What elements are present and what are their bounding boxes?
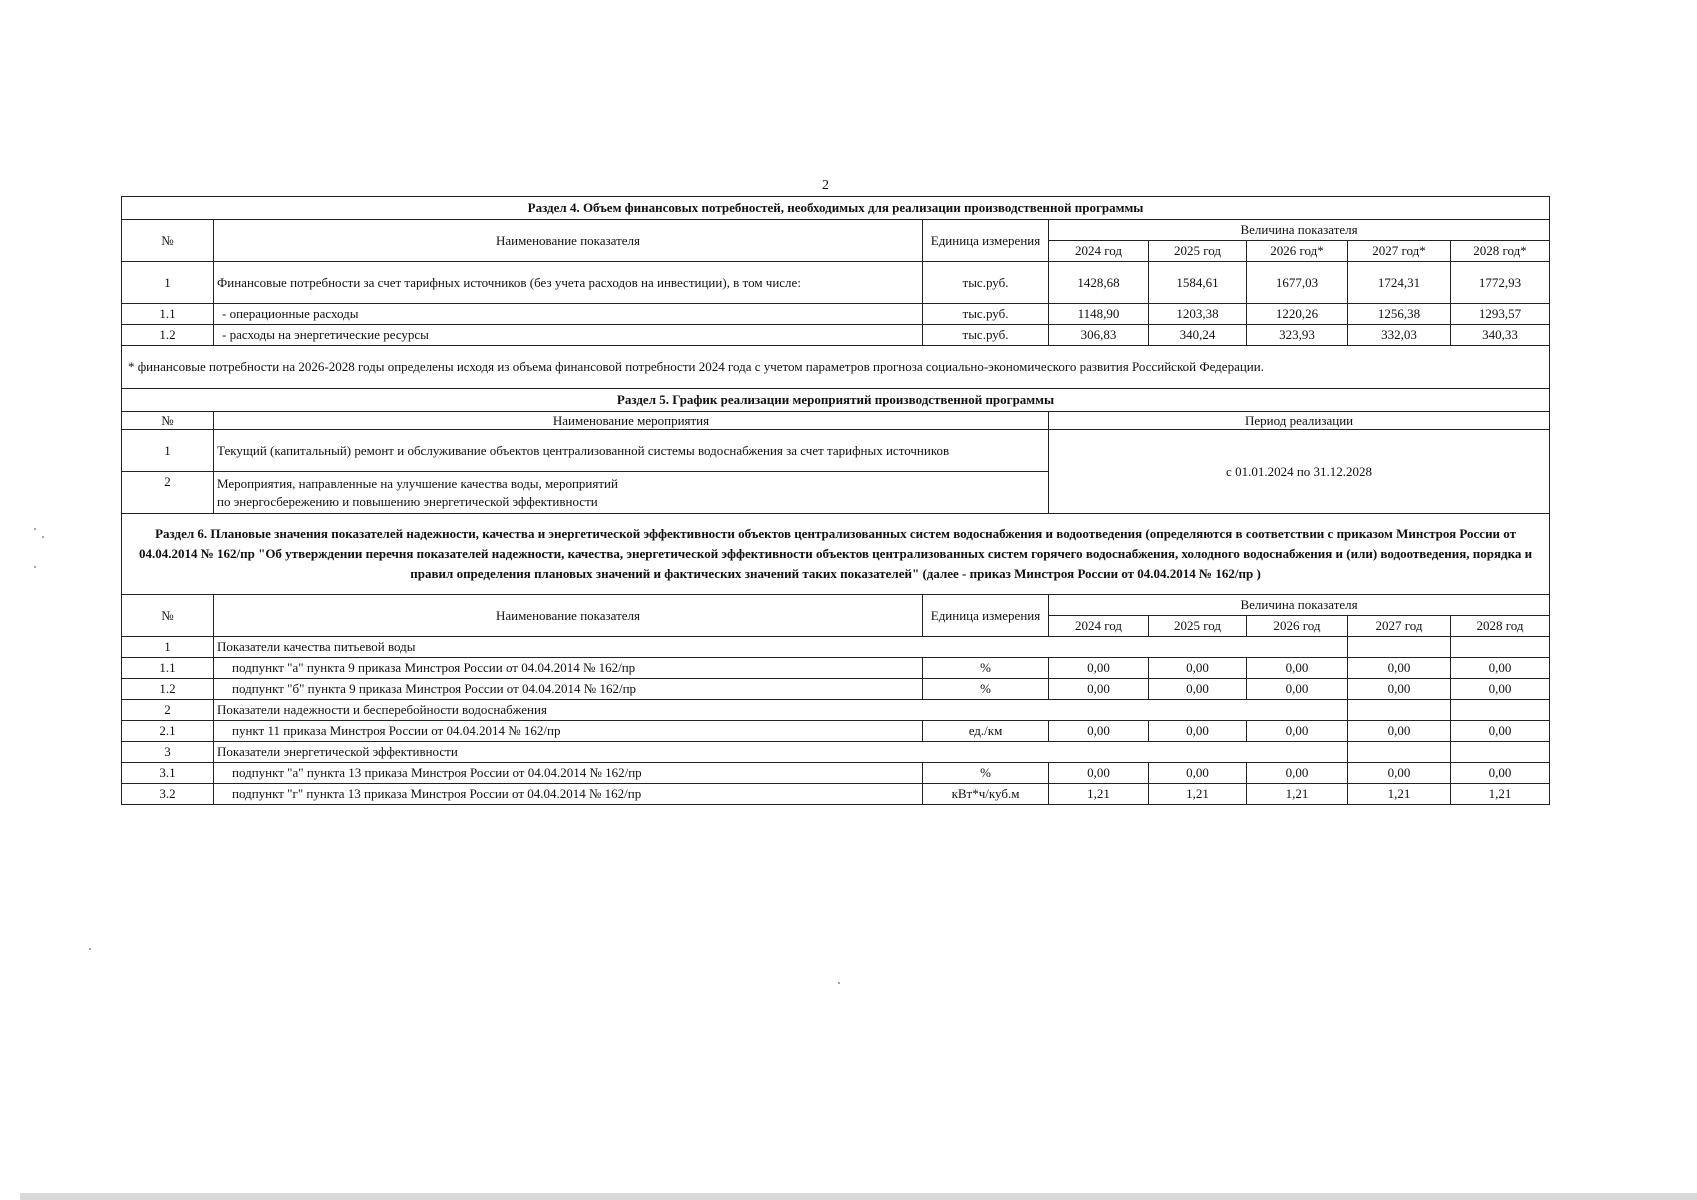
s4-header-year: 2026 год* — [1247, 241, 1348, 262]
row-value: 0,00 — [1049, 658, 1149, 679]
row-value: 0,00 — [1451, 679, 1550, 700]
scan-speck — [34, 566, 36, 568]
group-num: 2 — [122, 700, 214, 721]
group-name: Показатели надежности и бесперебойности водоснабжения — [214, 700, 1348, 721]
row-value: 340,33 — [1451, 325, 1550, 346]
row-unit: % — [923, 658, 1049, 679]
row-value: 1428,68 — [1049, 262, 1149, 304]
row-value: 0,00 — [1149, 679, 1247, 700]
s6-header-name: Наименование показателя — [214, 595, 923, 637]
s4-header-year: 2024 год — [1049, 241, 1149, 262]
row-value: 0,00 — [1451, 763, 1550, 784]
row-num: 1.2 — [122, 679, 214, 700]
row-name — [214, 472, 1049, 514]
row-value: 0,00 — [1149, 658, 1247, 679]
row-value: 1584,61 — [1149, 262, 1247, 304]
s6-header-value: Величина показателя — [1049, 595, 1550, 616]
row-value: 1148,90 — [1049, 304, 1149, 325]
row-value: 306,83 — [1049, 325, 1149, 346]
table-row — [122, 430, 1550, 472]
row-value: 332,03 — [1348, 325, 1451, 346]
row-value: 1,21 — [1149, 784, 1247, 805]
row-value: 0,00 — [1049, 721, 1149, 742]
row-value: 0,00 — [1451, 721, 1550, 742]
row-value: 0,00 — [1348, 721, 1451, 742]
s4-header-value: Величина показателя — [1049, 220, 1550, 241]
s5-header-num: № — [122, 412, 214, 430]
row-value: 1724,31 — [1348, 262, 1451, 304]
s4-header-year: 2028 год* — [1451, 241, 1550, 262]
row-name: Текущий (капитальный) ремонт и обслуживание объектов централизованной системы водоснабжения за счет тарифных источников — [214, 430, 1049, 472]
s6-header-num: № — [122, 595, 214, 637]
s6-header-year: 2025 год — [1149, 616, 1247, 637]
row-value: 0,00 — [1348, 679, 1451, 700]
empty-cell — [1451, 637, 1550, 658]
row-unit: % — [923, 763, 1049, 784]
table-row — [122, 658, 1550, 679]
s6-header-year: 2024 год — [1049, 616, 1149, 637]
row-name-line: Мероприятия, направленные на улучшение качества воды, мероприятий — [217, 475, 618, 491]
s6-header-unit: Единица измерения — [923, 595, 1049, 637]
scan-speck — [838, 982, 840, 984]
scan-speck — [89, 948, 91, 950]
row-value: 0,00 — [1247, 658, 1348, 679]
s4-header-name: Наименование показателя — [214, 220, 923, 262]
group-row — [122, 742, 1550, 763]
table-row — [122, 325, 1550, 346]
row-name: - расходы на энергетические ресурсы — [214, 325, 923, 346]
s4-header-year: 2027 год* — [1348, 241, 1451, 262]
row-unit: кВт*ч/куб.м — [923, 784, 1049, 805]
s6-header-year: 2026 год — [1247, 616, 1348, 637]
row-name: подпункт "а" пункта 13 приказа Минстроя России от 04.04.2014 № 162/пр — [214, 763, 923, 784]
table-row — [122, 721, 1550, 742]
s4-header-unit: Единица измерения — [923, 220, 1049, 262]
s5-header-period: Период реализации — [1049, 412, 1550, 430]
row-unit: тыс.руб. — [923, 304, 1049, 325]
table-row — [122, 784, 1550, 805]
table-row — [122, 763, 1550, 784]
row-value: 1256,38 — [1348, 304, 1451, 325]
row-value: 0,00 — [1348, 658, 1451, 679]
row-value: 1772,93 — [1451, 262, 1550, 304]
row-name: Финансовые потребности за счет тарифных источников (без учета расходов на инвестиции), в том числе: — [214, 262, 923, 304]
row-num: 1 — [122, 262, 214, 304]
empty-cell — [1451, 700, 1550, 721]
row-value: 0,00 — [1451, 658, 1550, 679]
row-name: - операционные расходы — [214, 304, 923, 325]
section4-title: Раздел 4. Объем финансовых потребностей, необходимых для реализации производственной программы — [122, 197, 1550, 220]
row-value: 0,00 — [1348, 763, 1451, 784]
empty-cell — [1451, 742, 1550, 763]
row-value: 1,21 — [1348, 784, 1451, 805]
row-num: 2.1 — [122, 721, 214, 742]
empty-cell — [1348, 637, 1451, 658]
table-row — [122, 304, 1550, 325]
row-num: 1.1 — [122, 304, 214, 325]
row-value: 1220,26 — [1247, 304, 1348, 325]
row-value: 0,00 — [1049, 763, 1149, 784]
row-name: подпункт "а" пункта 9 приказа Минстроя России от 04.04.2014 № 162/пр — [214, 658, 923, 679]
row-unit: тыс.руб. — [923, 262, 1049, 304]
s4-header-year: 2025 год — [1149, 241, 1247, 262]
empty-cell — [1348, 742, 1451, 763]
row-unit: % — [923, 679, 1049, 700]
s6-header-year: 2027 год — [1348, 616, 1451, 637]
section6-title: Раздел 6. Плановые значения показателей надежности, качества и энергетической эффективности объектов централизованных систем водоснабжения и водоотведения (определяются в соответствии с приказом Минстроя России от 04.04.2014 № 162/пр "Об утверждении перечня показателей надежности, качества, энергетической эффективности объектов централизованных систем горячего водоснабжения, холодного водоснабжения и (или) водоотведения, порядка и правил определения плановых значений и фактических значений таких показателей" (далее - приказ Минстроя России от 04.04.2014 № 162/пр ) — [122, 514, 1550, 595]
scan-speck — [34, 528, 36, 530]
row-value: 0,00 — [1149, 721, 1247, 742]
scan-edge-bar — [20, 1193, 1697, 1200]
scan-speck — [42, 536, 44, 538]
row-num: 2 — [122, 472, 214, 514]
row-num: 1.1 — [122, 658, 214, 679]
row-num: 3.1 — [122, 763, 214, 784]
s5-header-name: Наименование мероприятия — [214, 412, 1049, 430]
row-name: подпункт "б" пункта 9 приказа Минстроя России от 04.04.2014 № 162/пр — [214, 679, 923, 700]
row-value: 1293,57 — [1451, 304, 1550, 325]
row-value: 0,00 — [1247, 763, 1348, 784]
group-row — [122, 637, 1550, 658]
row-value: 1,21 — [1451, 784, 1550, 805]
row-value: 1,21 — [1049, 784, 1149, 805]
row-name-line: по энергосбережению и повышению энергетической эффективности — [217, 493, 598, 509]
row-value: 0,00 — [1247, 721, 1348, 742]
row-value: 340,24 — [1149, 325, 1247, 346]
row-value: 0,00 — [1049, 679, 1149, 700]
production-program-table — [121, 196, 1550, 805]
row-unit: ед./км — [923, 721, 1049, 742]
row-value: 1203,38 — [1149, 304, 1247, 325]
implementation-period: с 01.01.2024 по 31.12.2028 — [1049, 430, 1550, 514]
row-value: 323,93 — [1247, 325, 1348, 346]
row-value: 0,00 — [1247, 679, 1348, 700]
page-number: 2 — [822, 178, 829, 193]
table-row — [122, 262, 1550, 304]
section4-footnote: * финансовые потребности на 2026-2028 годы определены исходя из объема финансовой потребности 2024 года с учетом параметров прогноза социально-экономического развития Российской Федерации. — [122, 346, 1550, 389]
group-name: Показатели энергетической эффективности — [214, 742, 1348, 763]
group-num: 1 — [122, 637, 214, 658]
row-num: 1.2 — [122, 325, 214, 346]
s6-header-year: 2028 год — [1451, 616, 1550, 637]
row-num: 3.2 — [122, 784, 214, 805]
table-row — [122, 679, 1550, 700]
group-row — [122, 700, 1550, 721]
row-value: 0,00 — [1149, 763, 1247, 784]
s4-header-num: № — [122, 220, 214, 262]
group-num: 3 — [122, 742, 214, 763]
row-value: 1,21 — [1247, 784, 1348, 805]
row-name: пункт 11 приказа Минстроя России от 04.04.2014 № 162/пр — [214, 721, 923, 742]
row-num: 1 — [122, 430, 214, 472]
empty-cell — [1348, 700, 1451, 721]
row-unit: тыс.руб. — [923, 325, 1049, 346]
row-name: подпункт "г" пункта 13 приказа Минстроя России от 04.04.2014 № 162/пр — [214, 784, 923, 805]
group-name: Показатели качества питьевой воды — [214, 637, 1348, 658]
section5-title: Раздел 5. График реализации мероприятий производственной программы — [122, 389, 1550, 412]
row-value: 1677,03 — [1247, 262, 1348, 304]
